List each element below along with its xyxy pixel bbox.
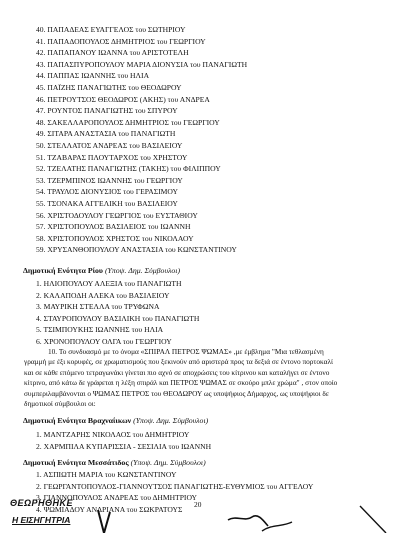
section-title: Δημοτική Ενότητα Ρίου <box>23 266 103 275</box>
page-number: 20 <box>194 500 202 509</box>
list-item: 4. ΨΩΜΙΑΔΟΥ ΑΝΔΡΙΑΝΑ του ΣΩΚΡΑΤΟΥΣ <box>36 504 183 514</box>
paragraph-line: κίτρινο, από κάτω δε γράφεται η λέξη σπιράλ και ΠΕΤΡΟΣ ΨΩΜΑΣ σε σκούρο μπλε χρώμα" , στον οποίο <box>24 378 338 388</box>
list-item: 1. ΜΑΝΤΖΑΡΗΣ ΝΙΚΟΛΑΟΣ του ΔΗΜΗΤΡΙΟΥ <box>36 430 190 439</box>
list-item: 48. ΣΑΚΕΛΛΑΡΟΠΟΥΛΟΣ ΔΗΜΗΤΡΙΟΣ του ΓΕΩΡΓΙΟΥ <box>36 117 220 127</box>
list-item: 4. ΣΤΑΥΡΟΠΟΥΛΟΥ ΒΑΣΙΛΙΚΗ του ΠΑΝΑΓΙΩΤΗ <box>36 313 200 323</box>
list-item: 1. ΑΣΠΙΩΤΗ ΜΑΡΙΑ του ΚΩΝΣΤΑΝΤΙΝΟΥ <box>36 470 177 479</box>
list-item: 40. ΠΑΠΑΔΕΑΣ ΕΥΑΓΓΕΛΟΣ του ΣΩΤΗΡΙΟΥ <box>36 25 186 34</box>
stamp-line-2: Η ΕΙΣΗΓΗΤΡΙΑ <box>12 515 71 525</box>
list-item: 1. ΗΛΙΟΠΟΥΛΟΥ ΑΛΕΞΙΑ του ΠΑΝΑΓΙΩΤΗ <box>36 279 182 288</box>
list-item: 55. ΤΣΟΝΑΚΑ ΑΓΓΕΛΙΚΗ του ΒΑΣΙΛΕΙΟΥ <box>36 198 178 208</box>
list-item: 5. ΤΣΙΜΠΟΥΚΗΣ ΙΩΑΝΝΗΣ του ΗΛΙΑ <box>36 325 164 335</box>
paragraph-line: δημοτικοί σύμβουλοι οι: <box>24 399 96 409</box>
paragraph-line: και σε κάθε επόμενο τετραγωνάκι γίνεται πιο αχνό σε αποχρώσεις του κίτρινου και καταλήγει σε έντονο <box>24 367 330 377</box>
list-item: 50. ΣΤΕΛΛΑΤΟΣ ΑΝΔΡΕΑΣ του ΒΑΣΙΛΕΙΟΥ <box>36 140 183 150</box>
list-item: 51. ΤΖΑΒΑΡΑΣ ΠΛΟΥΤΑΡΧΟΣ του ΧΡΗΣΤΟΥ <box>36 152 188 162</box>
list-item: 47. ΡΟΥΝΤΟΣ ΠΑΝΑΓΙΩΤΗΣ του ΣΠΥΡΟΥ <box>36 106 178 116</box>
list-item: 49. ΣΙΤΑΡΑ ΑΝΑΣΤΑΣΙΑ του ΠΑΝΑΓΙΩΤΗ <box>36 129 176 139</box>
list-item: 44. ΠΑΠΠΑΣ ΙΩΑΝΝΗΣ του ΗΛΙΑ <box>36 71 150 81</box>
section-title: Δημοτική Ενότητα Μεσσάτιδος <box>23 458 129 467</box>
paragraph-line: γραμμή με έξι κορυφές, σε χρωματισμούς που ξεκινούν από αριστερά προς τα δεξιά σε έντονο πορτοκαλί <box>24 357 333 367</box>
list-item: 52. ΤΖΕΛΑΤΗΣ ΠΑΝΑΓΙΩΤΗΣ (ΤΑΚΗΣ) του ΦΙΛΙΠΠΟΥ <box>36 164 221 174</box>
stamp-line-1: ΘΕΩΡΗΘΗΚΕ <box>10 498 74 508</box>
section-note: (Υποψ. Δημ. Σύμβουλοι) <box>133 416 209 425</box>
list-item: 45. ΠΑΪΖΗΣ ΠΑΝΑΓΙΩΤΗΣ του ΘΕΟΔΩΡΟΥ <box>36 82 182 92</box>
list-item: 53. ΤΖΕΡΜΠΙΝΟΣ ΙΩΑΝΝΗΣ του ΓΕΩΡΓΙΟΥ <box>36 175 183 185</box>
section-note: (Υποψ. Δημ. Σύμβουλοι) <box>104 266 181 275</box>
list-item: 2. ΚΑΛΑΠΟΔΗ ΑΛΕΚΑ του ΒΑΣΙΛΕΙΟΥ <box>36 290 170 300</box>
list-item: 54. ΤΡΑΥΛΟΣ ΔΙΟΝΥΣΙΟΣ του ΓΕΡΑΣΙΜΟΥ <box>36 187 179 197</box>
list-item: 56. ΧΡΙΣΤΟΔΟΥΛΟΥ ΓΕΩΡΓΙΟΣ του ΕΥΣΤΑΘΙΟΥ <box>36 210 198 220</box>
section-note: (Υποψ. Δημ. Σύμβουλοι) <box>130 458 206 467</box>
list-item: 41. ΠΑΠΑΔΟΠΟΥΛΟΣ ΔΗΜΗΤΡΙΟΣ του ΓΕΩΡΓΙΟΥ <box>36 36 206 46</box>
list-item: 57. ΧΡΙΣΤΟΠΟΥΛΟΣ ΒΑΣΙΛΕΙΟΣ του ΙΩΑΝΝΗ <box>36 222 191 232</box>
list-item: 42. ΠΑΠΑΠΑΝΟΥ ΙΩΑΝΝΑ του ΑΡΙΣΤΟΤΕΛΗ <box>36 48 189 58</box>
list-item: 2. ΓΕΩΡΓΑΝΤΟΠΟΥΛΟΣ-ΓΙΑΝΝΟΥΤΣΟΣ ΠΑΝΑΓΙΩΤΗΣ-ΕΥΘΥΜΙΟΣ του ΑΓΓΕΛΟΥ <box>36 481 314 491</box>
paragraph-line: 10. Το συνδυασμό με το όνομα «ΣΠΙΡΑΛ ΠΕΤΡΟΣ ΨΩΜΑΣ» ,με έμβλημα "Μια τεθλασμένη <box>48 347 324 356</box>
paragraph-line: συμπεριλαμβάνονται ο ΨΩΜΑΣ ΠΕΤΡΟΣ του ΘΕΟΔΩΡΟΥ ως υποψήφιος Δήμαρχος, ως υποψήφιοι δε <box>24 388 329 398</box>
list-item: 59. ΧΡΥΣΑΝΘΟΠΟΥΛΟΥ ΑΝΑΣΤΑΣΙΑ του ΚΩΝΣΤΑΝΤΙΝΟΥ <box>36 245 237 255</box>
list-item: 6. ΧΡΟΝΟΠΟΥΛΟΥ ΟΛΓΑ του ΓΕΩΡΓΙΟΥ <box>36 336 172 346</box>
list-item: 2. ΧΑΡΜΠΙΛΑ ΚΥΠΑΡΙΣΣΙΑ - ΣΕΣΙΛΙΑ του ΙΩΑΝΝΗ <box>36 441 212 451</box>
list-item: 58. ΧΡΙΣΤΟΠΟΥΛΟΣ ΧΡΗΣΤΟΣ του ΝΙΚΟΛΑΟΥ <box>36 233 194 243</box>
section-title: Δημοτική Ενότητα Βραχναίικων <box>23 416 132 425</box>
list-item: 46. ΠΕΤΡΟΥΤΣΟΣ ΘΕΟΔΩΡΟΣ (ΑΚΗΣ) του ΑΝΔΡΕΑ <box>36 94 210 104</box>
list-item: 3. ΜΑΥΡΙΚΗ ΣΤΕΛΛΑ του ΤΡΥΦΩΝΑ <box>36 302 160 312</box>
list-item: 43. ΠΑΠΑΣΠΥΡΟΠΟΥΛΟΥ ΜΑΡΙΑ ΔΙΟΝΥΣΙΑ του ΠΑΝΑΓΙΩΤΗ <box>36 59 248 69</box>
list-item: 3. ΓΙΑΝΝΟΠΟΥΛΟΣ ΑΝΔΡΕΑΣ του ΔΗΜΗΤΡΙΟΥ <box>36 493 198 503</box>
